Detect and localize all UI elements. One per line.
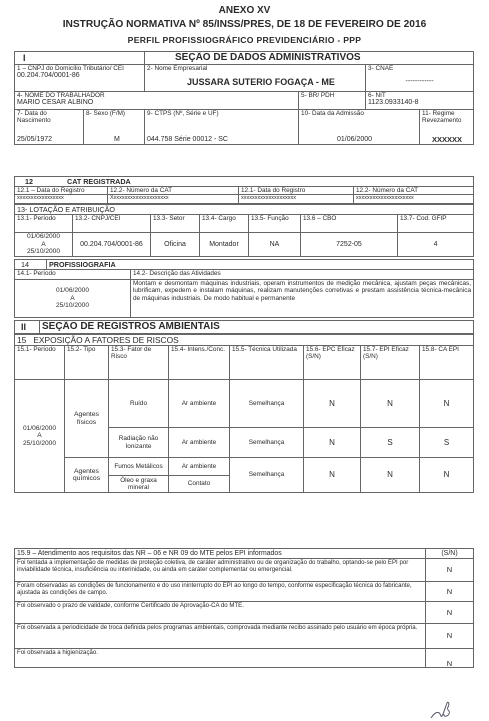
epi-value: N [361,458,420,493]
worker-name-label: 4- NOME DO TRABALHADOR [17,92,105,99]
ca-epi-value: S [420,428,474,458]
ctps-value: 044.758 Série 00012 - SC [147,135,228,143]
cat-number-value: Xxxxxxxxxxxxxxxxxxxxx [108,195,239,203]
birthdate-label: 7- Data do Nascimento [17,110,51,125]
admission-label: 10- Data da Admissão [301,110,364,117]
exposure-period-start: 01/06/2000 [22,424,56,432]
assignment-function-header: 13.5- Função [249,215,301,233]
cat-section-title: CAT REGISTRADA [67,177,131,186]
assignment-gfip-value: 4 [398,233,474,257]
sex-label: 8- Sexo (F/M) [86,110,126,117]
cnae-cell [366,65,474,92]
birthdate-value: 25/05/1972 [17,135,53,143]
technique-value: Semelhança [230,458,304,493]
shift-regime-label: 11- Regime Revezamento [422,110,462,125]
epc-value: N [304,458,361,493]
shift-regime-value: XXXXXX [432,134,463,144]
risk-factor-header: 15.3- Fator de Risco [109,346,169,380]
exposure-period-end: 25/10/2000 [22,439,56,447]
cnae-label: 3- CNAE [368,65,394,72]
intensity-value: Ar ambiente [169,458,230,476]
ctps-cell [145,110,299,145]
requirement-text: Foi observado o prazo de validade, conforme Certificado de Aprovação-CA do MTE. [15,602,426,624]
professiography-period-header: 14.1- Período [15,270,131,280]
assignment-sector-header: 13.3- Setor [151,215,200,233]
exposure-period-header: 15.1- Período [15,346,65,380]
worker-name-value: MARIO CESAR ALBINO [17,99,94,107]
intensity-value: Contato [169,476,230,493]
admission-value: 01/06/2000 [337,135,373,143]
requirement-answer: N [426,624,474,649]
risk-exposure-table [14,334,474,493]
assignment-gfip-header: 13.7- Cod. GFIP [398,215,474,233]
company-label: 2- Nome Empresarial [147,65,208,72]
section-2-title: SEÇÃO DE REGISTROS AMBIENTAIS [40,321,474,334]
risk-factor-value: Fumos Metálicos [109,458,169,476]
company-value: JUSSARA SUTERIO FOGAÇA - ME [187,77,335,88]
cat-number-value-2: xxxxxxxxxxxxxxxxxxxxx [354,195,474,203]
risk-factor-value: Óleo e graxa mineral [109,476,169,493]
assignment-title: 13- LOTAÇÃO E ATRIBUIÇÃO [15,205,474,215]
section-number: I [15,52,145,65]
exposure-period-value [15,380,65,493]
assignment-cbo-value: 7252-05 [301,233,398,257]
epc-value: N [304,380,361,428]
br-pdh-cell [299,92,366,110]
epi-value: N [361,380,420,428]
yes-no-header: (S/N) [426,549,474,559]
cat-number-header: 12.2- Número da CAT [108,187,239,195]
nit-cell [366,92,474,110]
requirement-answer: N [426,649,474,668]
activities-description: Montam e desmontam máquinas industriais, operam instrumentos de medição mecânica, ajustam peças mecânicas, lubrificam, expedem e instalam máquinas, realizam manutenções corretivas e prestam assistência técnica-mecânica de máquinas industriais. De modo habitual e permanente [131,280,474,318]
admission-cell [299,110,420,145]
sex-value: M [114,135,120,143]
signature-mark [427,700,457,721]
requirement-answer: N [426,559,474,582]
professiography-period-separator: A [70,294,75,302]
ca-epi-header: 15.8- CA EPI [420,346,474,380]
requirement-text: Foi tentada a implementação de medidas de proteção coletiva, de caráter administrativo ou de organização do trabalho, optando-se pelo EPI por inviabilidade técnica, insuficiência ou interinidade, ou ainda em caráter complementar ou emergencial. [15,559,426,582]
requirement-answer: N [426,582,474,602]
technique-header: 15.5- Técnica Utilizada [230,346,304,380]
section-title: SEÇÃO DE DADOS ADMINISTRATIVOS [145,52,474,65]
assignment-period-start: 01/06/2000 [26,233,60,241]
cnpj-label: 1 – CNPJ do Domicílio Tributário/ CEI [17,65,124,72]
requirement-answer: N [426,602,474,624]
cat-header [15,177,474,187]
birthdate-cell [15,110,84,145]
assignment-cbo-header: 13.6 – CBO [301,215,398,233]
cat-section-number: 12 [25,177,33,186]
requirement-text: Foi observada a periodicidade de troca definida pelos programas ambientais, comprovada mediante recibo assinado pelo usuário em época própria. [15,624,426,649]
ctps-label: 9- CTPS (Nº, Série e UF) [147,110,219,117]
risk-exposure-number: 15 [17,335,27,345]
cat-registration-date-value-2: xxxxxxxxxxxxxxxxxxxx [239,195,354,203]
risk-factor-value: Radiação não Ionizante [109,428,169,458]
cat-table [14,176,474,204]
assignment-cnpj-header: 13.2- CNPJ/CEI [73,215,151,233]
professiography-period-start: 01/06/2000 [55,287,89,295]
ca-epi-value: N [420,380,474,428]
epi-requirements-title: 15.9 – Atendimento aos requisitos das NR – 06 e NR 09 do MTE pelos EPI informados [15,549,426,559]
professiography-title: PROFISSIOGRAFIA [47,260,474,270]
document-title: INSTRUÇÃO NORMATIVA Nº 85/INSS/PRES, DE 18 DE FEVEREIRO DE 2016 [62,19,427,30]
assignment-position-header: 13.4- Cargo [200,215,249,233]
cat-registration-date-header: 12.1 – Data do Registro [15,187,108,195]
chemical-agents-type: Agentes químicos [65,458,109,493]
professiography-number: 14 [15,260,47,270]
assignment-period-header: 13.1- Período [15,215,73,233]
risk-factor-value: Ruído [109,380,169,428]
company-cell [145,65,366,92]
cat-number-header-2: 12.2- Número da CAT [354,187,474,195]
risk-exposure-header [15,335,474,346]
assignment-position-value: Montador [200,233,249,257]
epi-header: 15.7- EPI Eficaz (S/N) [361,346,420,380]
cnae-value: ------------ [405,78,434,86]
professiography-period-value [15,280,131,318]
annex-label: ANEXO XV [218,5,271,16]
epi-value: S [361,428,420,458]
section-2-number: II [15,321,40,334]
physical-agents-type: Agentes físicos [65,380,109,458]
epc-value: N [304,428,361,458]
br-pdh-label: 5- BR/ PDH [301,92,335,99]
shift-regime-cell [420,110,474,145]
professiography-period-end: 25/10/2000 [55,302,89,310]
administrative-data-table [14,51,474,145]
intensity-value: Ar ambiente [169,428,230,458]
cat-registration-date-value: xxxxxxxxxxxxxxxxx [15,195,108,203]
ca-epi-value: N [420,458,474,493]
assignment-table [14,204,474,257]
requirement-text: Foi observada a higienização. [15,649,426,668]
assignment-function-value: NA [249,233,301,257]
assignment-period-separator: A [41,240,46,248]
cnpj-value: 00.204.704/0001-86 [17,72,80,80]
document-subtitle: PERFIL PROFISSIOGRÁFICO PREVIDENCIÁRIO - PPP [127,35,362,45]
risk-exposure-title: EXPOSIÇÃO A FATORES DE RISCOS [33,335,179,345]
cat-registration-date-header-2: 12.1- Data do Registro [239,187,354,195]
technique-value: Semelhança [230,428,304,458]
intensity-header: 15.4- Intens./Conc. [169,346,230,380]
professiography-table [14,259,474,318]
assignment-period-value [15,233,73,257]
activities-description-header: 14.2- Descrição das Atividades [131,270,474,280]
epi-requirements-table [14,548,474,668]
nit-label: 6- NIT [368,92,386,99]
assignment-cnpj-value: 00.204.704/0001-86 [73,233,151,257]
exposure-type-header: 15.2- Tipo [65,346,109,380]
cnpj-cell [15,65,145,92]
requirement-text: Foram observadas as condições de funcionamento e do uso ininterrupto do EPI ao longo do tempo, conforme especificação técnica do fabricante, ajustada às condições de campo. [15,582,426,602]
nit-value: 1123.0933140-8 [368,99,419,107]
technique-value: Semelhança [230,380,304,428]
assignment-period-end: 25/10/2000 [26,248,60,256]
epc-header: 15.6- EPC Eficaz (S/N) [304,346,361,380]
environmental-section-table [14,320,474,334]
sex-cell [84,110,145,145]
worker-name-cell [15,92,299,110]
intensity-value: Ar ambiente [169,380,230,428]
exposure-period-separator: A [37,432,42,440]
assignment-sector-value: Oficina [151,233,200,257]
